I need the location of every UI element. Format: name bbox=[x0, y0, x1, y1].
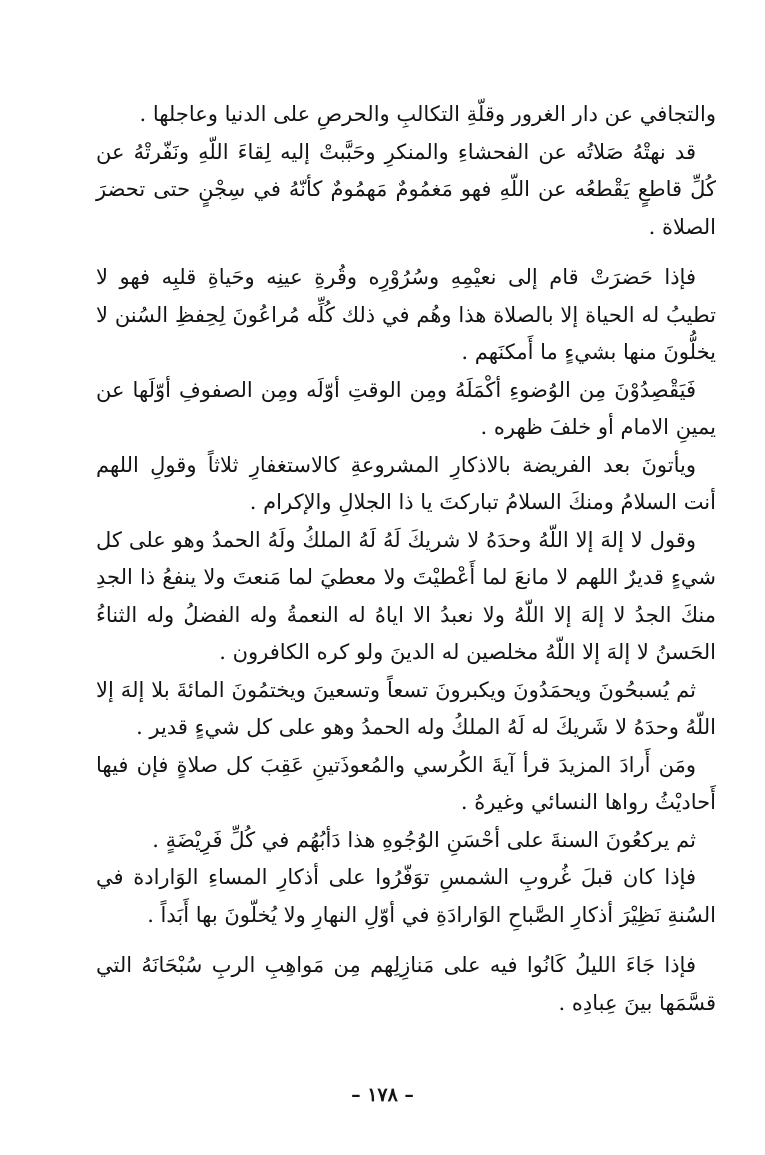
paragraph-1: والتجافي عن دار الغرور وقلّةِ التكالبِ والحرصِ على الدنيا وعاجلها . bbox=[139, 102, 716, 126]
page-number: – ١٧٨ – bbox=[351, 1084, 414, 1106]
paragraph-11: فإذا جَاءَ الليلُ كَانُوا فيه على مَنازِلِهم مِن مَواهِبِ الربِ سُبْحَانَهُ التي قسَّمَها بينَ عِبادِه . bbox=[96, 953, 716, 1015]
body-text bbox=[96, 96, 716, 1022]
paragraph-4: فَيَقْصِدُوْنَ مِن الوُضوءِ أكْمَلَهُ ومِن الوقتِ أوّلَه ومِن الصفوفِ أوّلَها عن يمينِ الامام أو خلفَ ظهره . bbox=[96, 377, 716, 439]
paragraph-9: ثم يركعُونَ السنةَ على أحْسَنِ الوُجُوهِ هذا دَأبُهُم في كُلِّ فَرِيْضَةٍ . bbox=[152, 827, 696, 852]
paragraph-3: فإذا حَضرَتْ قام إلى نعيْمِهِ وسُرُوْرِه وقُرةِ عينِه وحَياةِ قلبِه فهو لا تطيبُ له الحياة إلا بالصلاة هذا وهُم في ذلك كُلِّه مُراعُونَ لِحِفظِ السُنن لا يخلُّونَ منها بشيءٍ ما أَمكنَهم . bbox=[96, 265, 716, 364]
paragraph-8: ومَن أَرادَ المزيدَ قرأ آيةَ الكُرسي والمُعوذَتينِ عَقِبَ كل صلاةٍ فإن فيها أَحاديْثُ رواها النسائي وغيرهُ . bbox=[96, 752, 716, 814]
paragraph-5: ويأتونَ بعد الفريضة بالاذكارِ المشروعةِ كالاستغفارِ ثلاثاً وقولِ اللهم أنت السلامُ ومنكَ السلامُ تباركتَ يا ذا الجلالِ والإكرام . bbox=[96, 452, 716, 514]
paragraph-2: قد نهتْهُ صَلاتُه عن الفحشاءِ والمنكرِ وحَبَّبتْ إليه لِقاءَ اللّهِ ونَفّرتْهُ عن كُلِّ قاطعٍ يَقْطعُه عن اللّهِ فهو مَغمُومٌ مَهمُومٌ كأنّهُ في سِجْنٍ حتى تحضرَ الصلاة . bbox=[96, 139, 716, 239]
paragraph-6: وقول لا إلهَ إلا اللّهُ وحدَهُ لا شريكَ لَهُ لَهُ الملكُ ولَهُ الحمدُ وهو على كل شيءٍ قديرٌ اللهم لا مانعَ لما أَعْطيْتَ ولا معطيَ لما مَنعتَ ولا ينفعُ ذا الجدِ منكَ الجدُ لا إلهَ إلا اللّهُ ولا نعبدُ الا اياهُ له النعمةُ وله الفضلُ وله الثناءُ الحَسنُ لا إلهَ إلا اللّهُ مخلصين له الدينَ ولو كره الكافرون . bbox=[96, 527, 716, 664]
paragraph-7: ثم يُسبحُونَ ويحمَدُونَ ويكبرونَ تسعاً وتسعينَ ويختمُونَ المائةَ بلا إلهَ إلا اللّهُ وحدَهُ لا شَريكَ له لَهُ الملكُ وله الحمدُ وهو على كل شيءٍ قدير . bbox=[96, 677, 716, 739]
paragraph-10: فإذا كان قبلَ غُروبِ الشمسِ توَفّرُوا على أذكارِ المساءِ الوَارادة في السُنةِ نَظِيْرَ أذكارِ الصَّباحِ الوَارادَةِ في أوّلِ النهارِ ولا يُخلّونَ بها أَبَداً . bbox=[96, 865, 716, 927]
